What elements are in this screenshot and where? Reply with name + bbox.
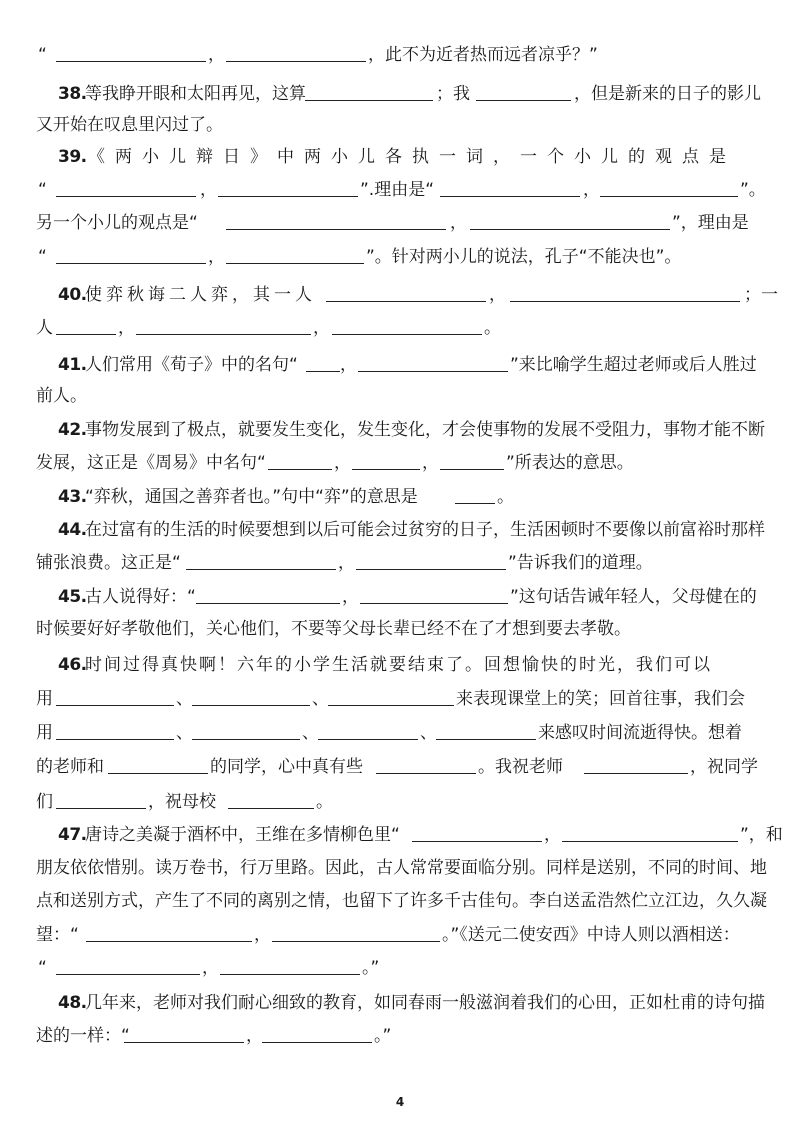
question-text: “ (38, 247, 47, 267)
question-text: ， (334, 453, 351, 473)
question-38-line-1 (0, 79, 800, 109)
question-text: 。”《送元二使安西》中诗人则以酒相送： (442, 925, 740, 945)
answer-blank[interactable] (86, 922, 252, 942)
question-text: “ (38, 958, 47, 978)
question-text: 、 (302, 723, 319, 743)
question-text: 来感叹时间流逝得快。想着 (538, 723, 742, 743)
answer-blank[interactable] (455, 484, 495, 504)
question-text: 使弈秋诲二人弈，其一人 (85, 285, 316, 305)
question-text: ， (340, 355, 357, 375)
question-42-line-2 (0, 448, 800, 478)
question-text: 用 (36, 689, 53, 709)
answer-blank[interactable] (326, 282, 486, 302)
question-text: ， (208, 45, 225, 65)
question-text: ， (422, 453, 439, 473)
question-42-line-1 (0, 415, 800, 445)
question-text: 。 (316, 792, 333, 812)
answer-blank[interactable] (56, 315, 116, 335)
answer-blank[interactable] (56, 955, 200, 975)
question-text: 事物发展到了极点，就要发生变化，发生变化，才会使事物的发展不受阻力，事物才能不断 (85, 420, 765, 440)
question-text: ， (202, 958, 219, 978)
question-number: 43. (58, 487, 87, 507)
answer-blank[interactable] (332, 315, 482, 335)
question-text: ， (118, 318, 135, 338)
answer-blank[interactable] (476, 81, 571, 101)
question-text: ”，和 (740, 825, 783, 845)
question-text: 的同学，心中真有些 (210, 757, 363, 777)
question-text: 、 (176, 689, 193, 709)
question-number: 40. (58, 285, 87, 305)
answer-blank[interactable] (440, 450, 504, 470)
question-40-line-1 (0, 280, 800, 310)
question-number: 38. (58, 84, 87, 104)
answer-blank[interactable] (376, 754, 476, 774)
question-number: 44. (58, 520, 87, 540)
question-text: ， (450, 213, 467, 233)
question-text: ”。 (740, 180, 766, 200)
question-41-line-1 (0, 350, 800, 380)
question-text: 、 (420, 723, 437, 743)
question-text: ， (208, 247, 225, 267)
answer-blank[interactable] (352, 450, 420, 470)
question-47-line-4 (0, 920, 800, 950)
answer-blank[interactable] (318, 720, 418, 740)
answer-blank[interactable] (192, 686, 310, 706)
question-text: ， (489, 285, 506, 305)
question-37-line (0, 40, 800, 70)
question-47-line-5 (0, 953, 800, 983)
question-text: 朋友依依惜别。读万卷书，行万里路。因此，古人常常要面临分别。同样是送别，不同的时间、地 (36, 858, 767, 878)
question-text: 时候要好好孝敬他们，关心他们，不要等父母长辈已经不在了才想到要去孝敬。 (36, 619, 631, 639)
question-text: ， (246, 1026, 263, 1046)
question-text: ， (342, 587, 359, 607)
question-44-line-1 (0, 515, 800, 545)
answer-blank[interactable] (108, 754, 208, 774)
question-text: ， (583, 180, 600, 200)
question-text: ”.理由是“ (360, 180, 435, 200)
question-text: 另一个小儿的观点是“ (36, 213, 198, 233)
question-text: 铺张浪费。这正是“ (36, 553, 181, 573)
question-text: 。我祝老师 (478, 757, 563, 777)
question-text: ”告诉我们的道理。 (508, 553, 653, 573)
answer-blank[interactable] (356, 550, 506, 570)
question-39-line-3 (0, 208, 800, 238)
question-39-line-1 (0, 142, 800, 172)
question-text: 人 (36, 318, 53, 338)
question-47-line-1 (0, 820, 800, 850)
answer-blank[interactable] (600, 177, 738, 197)
answer-blank[interactable] (226, 42, 366, 62)
question-39-line-4 (0, 242, 800, 272)
question-45-line-1 (0, 582, 800, 612)
question-47-line-2 (0, 853, 800, 883)
question-text: 、 (176, 723, 193, 743)
answer-blank[interactable] (56, 177, 196, 197)
answer-blank[interactable] (470, 210, 670, 230)
answer-blank[interactable] (220, 955, 360, 975)
answer-blank[interactable] (584, 754, 688, 774)
question-text: 前人。 (36, 386, 87, 406)
question-text: 述的一样：“ (36, 1026, 130, 1046)
question-43-line-1 (0, 482, 800, 512)
question-number: 46. (58, 655, 87, 675)
question-text: 在过富有的生活的时候要想到以后可能会过贫穷的日子，生活困顿时不要像以前富裕时那样 (85, 520, 765, 540)
question-text: ；我 (436, 84, 470, 104)
answer-blank[interactable] (186, 550, 336, 570)
answer-blank[interactable] (305, 81, 433, 101)
question-text: ”所表达的意思。 (506, 453, 634, 473)
question-text: “ (38, 180, 47, 200)
answer-blank[interactable] (218, 177, 358, 197)
question-text: ， (200, 180, 217, 200)
question-text: ”来比喻学生超过老师或后人胜过 (510, 355, 757, 375)
question-39-line-2 (0, 175, 800, 205)
question-number: 39. (58, 147, 87, 167)
answer-blank[interactable] (56, 720, 174, 740)
question-40-line-2 (0, 313, 800, 343)
question-text: 《两小儿辩日》中两小儿各执一词，一个小儿的观点是 (88, 147, 736, 167)
answer-blank[interactable] (226, 244, 364, 264)
question-text: 望：“ (36, 925, 79, 945)
question-text: ，此不为近者热而远者凉乎？” (368, 45, 598, 65)
question-text: 。” (362, 958, 380, 978)
answer-blank[interactable] (268, 450, 332, 470)
answer-blank[interactable] (56, 244, 206, 264)
question-text: 。” (374, 1026, 392, 1046)
answer-blank[interactable] (196, 584, 340, 604)
question-text: ， (313, 318, 330, 338)
question-text: 几年来，老师对我们耐心细致的教育，如同春雨一般滋润着我们的心田，正如杜甫的诗句描 (85, 993, 765, 1013)
answer-blank[interactable] (360, 584, 508, 604)
question-text: 、 (312, 689, 329, 709)
question-text: 又开始在叹息里闪过了。 (36, 115, 223, 135)
question-number: 45. (58, 587, 87, 607)
question-text: 们 (36, 792, 53, 812)
question-text: ”。针对两小儿的说法，孔子“不能决也”。 (366, 247, 682, 267)
answer-blank[interactable] (56, 686, 174, 706)
question-text: ，祝同学 (690, 757, 758, 777)
question-text: “弈秋，通国之善弈者也。”句中“弈”的意思是 (85, 487, 418, 507)
answer-blank[interactable] (262, 1023, 372, 1043)
question-text: 唐诗之美凝于酒杯中，王维在多情柳色里“ (85, 825, 400, 845)
answer-blank[interactable] (562, 822, 738, 842)
question-48-line-2 (0, 1021, 800, 1051)
question-number: 41. (58, 355, 87, 375)
question-number: 48. (58, 993, 87, 1013)
answer-blank[interactable] (440, 177, 580, 197)
question-text: ， (544, 825, 561, 845)
question-text: 古人说得好：“ (85, 587, 196, 607)
question-text: 用 (36, 723, 53, 743)
question-46-line-2 (0, 684, 800, 714)
question-text: ”，理由是 (672, 213, 749, 233)
question-text: ，但是新来的日子的影儿 (574, 84, 761, 104)
question-text: 来表现课堂上的笑；回首往事，我们会 (456, 689, 745, 709)
question-number: 47. (58, 825, 87, 845)
answer-blank[interactable] (56, 42, 206, 62)
answer-blank[interactable] (358, 352, 508, 372)
question-text: 发展，这正是《周易》中名句“ (36, 453, 266, 473)
answer-blank[interactable] (228, 789, 314, 809)
question-text: 点和送别方式，产生了不同的离别之情，也留下了许多千古佳句。李白送孟浩然伫立江边，久久凝 (36, 891, 767, 911)
question-text: 时间过得真快啊！六年的小学生活就要结束了。回想愉快的时光，我们可以 (85, 655, 712, 675)
question-text: 的老师和 (36, 757, 104, 777)
answer-blank[interactable] (124, 1023, 244, 1043)
question-text: ”这句话告诫年轻人，父母健在的 (510, 587, 757, 607)
answer-blank[interactable] (306, 352, 340, 372)
answer-blank[interactable] (56, 789, 146, 809)
answer-blank[interactable] (226, 210, 446, 230)
answer-blank[interactable] (272, 922, 440, 942)
question-38-line-2 (0, 110, 800, 140)
answer-blank[interactable] (192, 720, 300, 740)
page-number: 4 (395, 1095, 405, 1109)
question-text: ；一 (744, 285, 778, 305)
question-46-line-5 (0, 787, 800, 817)
question-text: 等我睁开眼和太阳再见，这算 (85, 84, 306, 104)
question-46-line-3 (0, 718, 800, 748)
question-text: 人们常用《荀子》中的名句“ (85, 355, 298, 375)
answer-blank[interactable] (412, 822, 542, 842)
question-text: 。 (484, 318, 501, 338)
question-text: ，祝母校 (148, 792, 216, 812)
answer-blank[interactable] (510, 282, 740, 302)
answer-blank[interactable] (136, 315, 311, 335)
question-45-line-2 (0, 614, 800, 644)
question-text: “ (38, 45, 47, 65)
question-text: ， (338, 553, 355, 573)
question-46-line-4 (0, 752, 800, 782)
question-46-line-1 (0, 650, 800, 680)
answer-blank[interactable] (436, 720, 536, 740)
question-41-line-2 (0, 381, 800, 411)
question-44-line-2 (0, 548, 800, 578)
question-48-line-1 (0, 988, 800, 1018)
question-text: ， (254, 925, 271, 945)
question-number: 42. (58, 420, 87, 440)
question-text: 。 (497, 487, 514, 507)
question-47-line-3 (0, 886, 800, 916)
answer-blank[interactable] (328, 686, 454, 706)
